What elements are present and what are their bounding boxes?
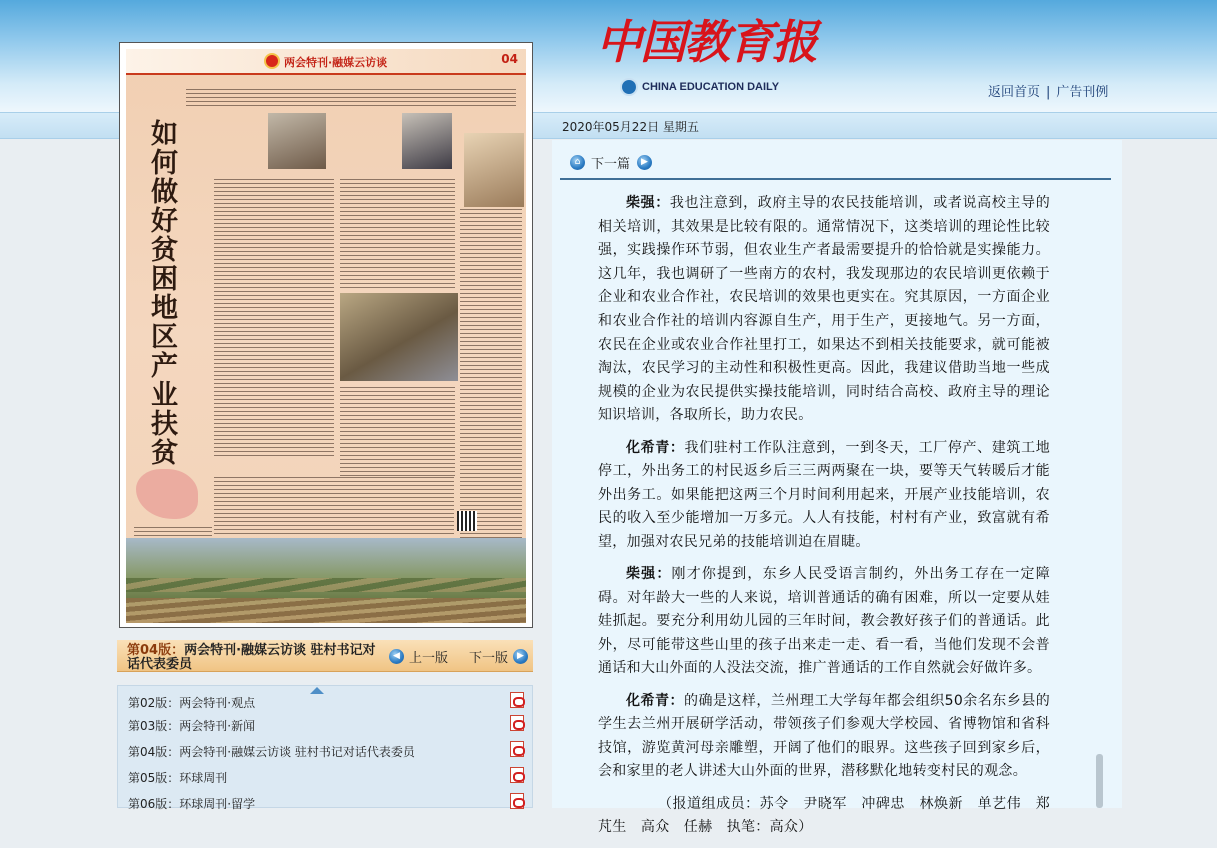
issue-date: 2020年05月22日 星期五 <box>562 120 699 134</box>
article-paragraph <box>598 690 1050 784</box>
newspaper-column-text <box>214 179 334 459</box>
home-link[interactable]: 返回首页 <box>988 85 1041 100</box>
next-page-button[interactable] <box>469 647 528 666</box>
article-paragraph <box>598 192 1050 428</box>
pdf-icon[interactable] <box>510 692 524 708</box>
arrow-right-icon: ▶ <box>513 649 528 664</box>
globe-logo-icon <box>620 78 638 96</box>
arrow-left-icon: ◀ <box>389 649 404 664</box>
page-list-label[interactable]: 第04版：两会特刊·融媒云访谈 驻村书记对话代表委员 <box>128 745 415 759</box>
newspaper-section-title: 两会特刊·融媒云访谈 <box>284 56 388 69</box>
newspaper-column-text <box>214 477 454 537</box>
paragraph-text: 刚才你提到，东乡人民受语言制约，外出务工存在一定障碍。对年龄大一些的人来说，培训普通话的确有困难，所以一定要从娃娃抓起。要充分利用幼儿园的三年时间，教会教好孩子们的普通话。此外，尽可能带这些山里的孩子出来走一走、看一看，当他们发现不会普通话和大山外面的人没法交流，推广普通话的工作自然就会好做许多。 <box>598 566 1051 677</box>
prev-page-label: 上一版 <box>409 651 449 666</box>
left-column <box>117 40 535 811</box>
next-article-button[interactable] <box>570 153 652 172</box>
interviewee-photo <box>402 113 452 169</box>
masthead-subtitle <box>620 78 779 96</box>
page-list-item[interactable] <box>128 789 524 815</box>
masthead-english: CHINA EDUCATION DAILY <box>642 81 780 93</box>
pdf-icon[interactable] <box>510 793 524 809</box>
page-list-label[interactable]: 第05版：环球周刊 <box>128 771 228 785</box>
current-page-name: 两会特刊·融媒云访谈 驻村书记对话代表委员 <box>127 643 376 672</box>
divider <box>560 178 1111 180</box>
pdf-icon[interactable] <box>510 715 524 731</box>
page-list-item[interactable] <box>128 737 524 763</box>
pdf-icon[interactable] <box>510 741 524 757</box>
interviewee-photo <box>268 113 326 169</box>
paragraph-text: 我们驻村工作队注意到，一到冬天，工厂停产、建筑工地停工，外出务工的村民返乡后三三两两聚在一块，要等天气转暖后才能外出务工。如果能把这两三个月时间利用起来，开展产业技能培训，农民的收入至少能增加一万多元。人人有技能，村村有产业，致富就有希望，加强对农民兄弟的技能培训迫在眉睫。 <box>598 439 1050 550</box>
page-list-item[interactable] <box>128 763 524 789</box>
next-article-label: 下一篇 <box>591 157 631 172</box>
article-panel <box>552 140 1122 836</box>
pdf-icon[interactable] <box>510 767 524 783</box>
next-page-label: 下一版 <box>469 651 509 666</box>
current-page-title <box>127 644 385 672</box>
cattle-farm-photo <box>340 293 458 381</box>
qr-code-icon <box>457 511 477 531</box>
prev-page-button[interactable] <box>389 647 448 666</box>
newspaper-page-number: 04 <box>501 52 518 66</box>
masthead-logo[interactable] <box>596 12 816 102</box>
link-separator: | <box>1046 85 1051 100</box>
header-links <box>988 81 1108 100</box>
terraced-fields-photo <box>126 538 526 623</box>
page-list-item[interactable] <box>128 711 524 737</box>
newspaper-intro-text <box>186 89 516 109</box>
home-circle-icon: ⌂ <box>570 155 585 170</box>
current-page-label: 第04版： <box>127 643 185 658</box>
newspaper-column-text <box>340 179 455 289</box>
china-map-graphic <box>136 469 198 519</box>
side-photo <box>464 133 524 207</box>
newspaper-page-header <box>126 49 526 75</box>
speaker-name: 柴强： <box>626 566 672 583</box>
page-list-label[interactable]: 第02版：两会特刊·观点 <box>128 696 256 710</box>
page-navigation-bar <box>117 640 533 672</box>
newspaper-page-thumbnail[interactable] <box>119 42 533 628</box>
speaker-name: 化希青： <box>626 692 684 709</box>
page-list-label[interactable]: 第06版：环球周刊·留学 <box>128 797 256 811</box>
emblem-icon <box>264 53 280 69</box>
newspaper-column-text <box>460 209 522 539</box>
paragraph-text: 我也注意到，政府主导的农民技能培训，或者说高校主导的相关培训，其效果是比较有限的。通常情况下，这类培训的理论性比较强，实践操作环节弱，但农业生产者最需要提升的恰恰就是实操能力。这几年，我也调研了一些南方的农村，我发现那边的农民培训更依赖于企业和农业合作社，农民培训的效果也更实在。究其原因，一方面企业和农业合作社的培训内容源自生产，用于生产，更接地气。另一方面，农民在企业或农业合作社里打工，如果达不到相关技能要求，就可能被淘汰，农民学习的主动性和积极性更高。因此，我建议借助当地一些成规模的企业为农民提供实操技能培训，同时结合高校、政府主导的理论知识培训，各取所长，助力农民。 <box>598 195 1050 424</box>
scrollbar-thumb[interactable] <box>1096 754 1103 808</box>
article-paragraph <box>598 437 1050 555</box>
arrow-right-icon: ▶ <box>637 155 652 170</box>
ads-link[interactable]: 广告刊例 <box>1056 85 1109 100</box>
page-list-label[interactable]: 第03版：两会特刊·新闻 <box>128 719 256 733</box>
article-paragraph <box>598 563 1050 681</box>
paragraph-text: 的确是这样，兰州理工大学每年都会组织50余名东乡县的学生去兰州开展研学活动，带领孩子们参观大学校园、省博物馆和省科技馆，游览黄河母亲雕塑，开阔了他们的眼界。这些孩子回到家乡后，会和家里的老人讲述大山外面的世界，潜移默化地转变村民的观念。 <box>598 692 1050 780</box>
article-credits: （报道组成员：苏令 尹晓军 冲碑忠 林焕新 单艺伟 郑芃生 高众 任赫 执笔：高众） <box>598 795 1050 836</box>
scroll-up-icon[interactable] <box>310 687 324 694</box>
masthead-title: 中国教育报 <box>596 15 816 69</box>
newspaper-headline: 如何做好贫困地区产业扶贫 <box>146 119 177 467</box>
newspaper-page-image[interactable] <box>126 49 526 623</box>
page-list[interactable] <box>117 685 533 811</box>
speaker-name: 化希青： <box>626 439 685 456</box>
speaker-name: 柴强： <box>626 195 670 211</box>
article-body <box>598 192 1050 848</box>
newspaper-column-text <box>340 387 455 477</box>
